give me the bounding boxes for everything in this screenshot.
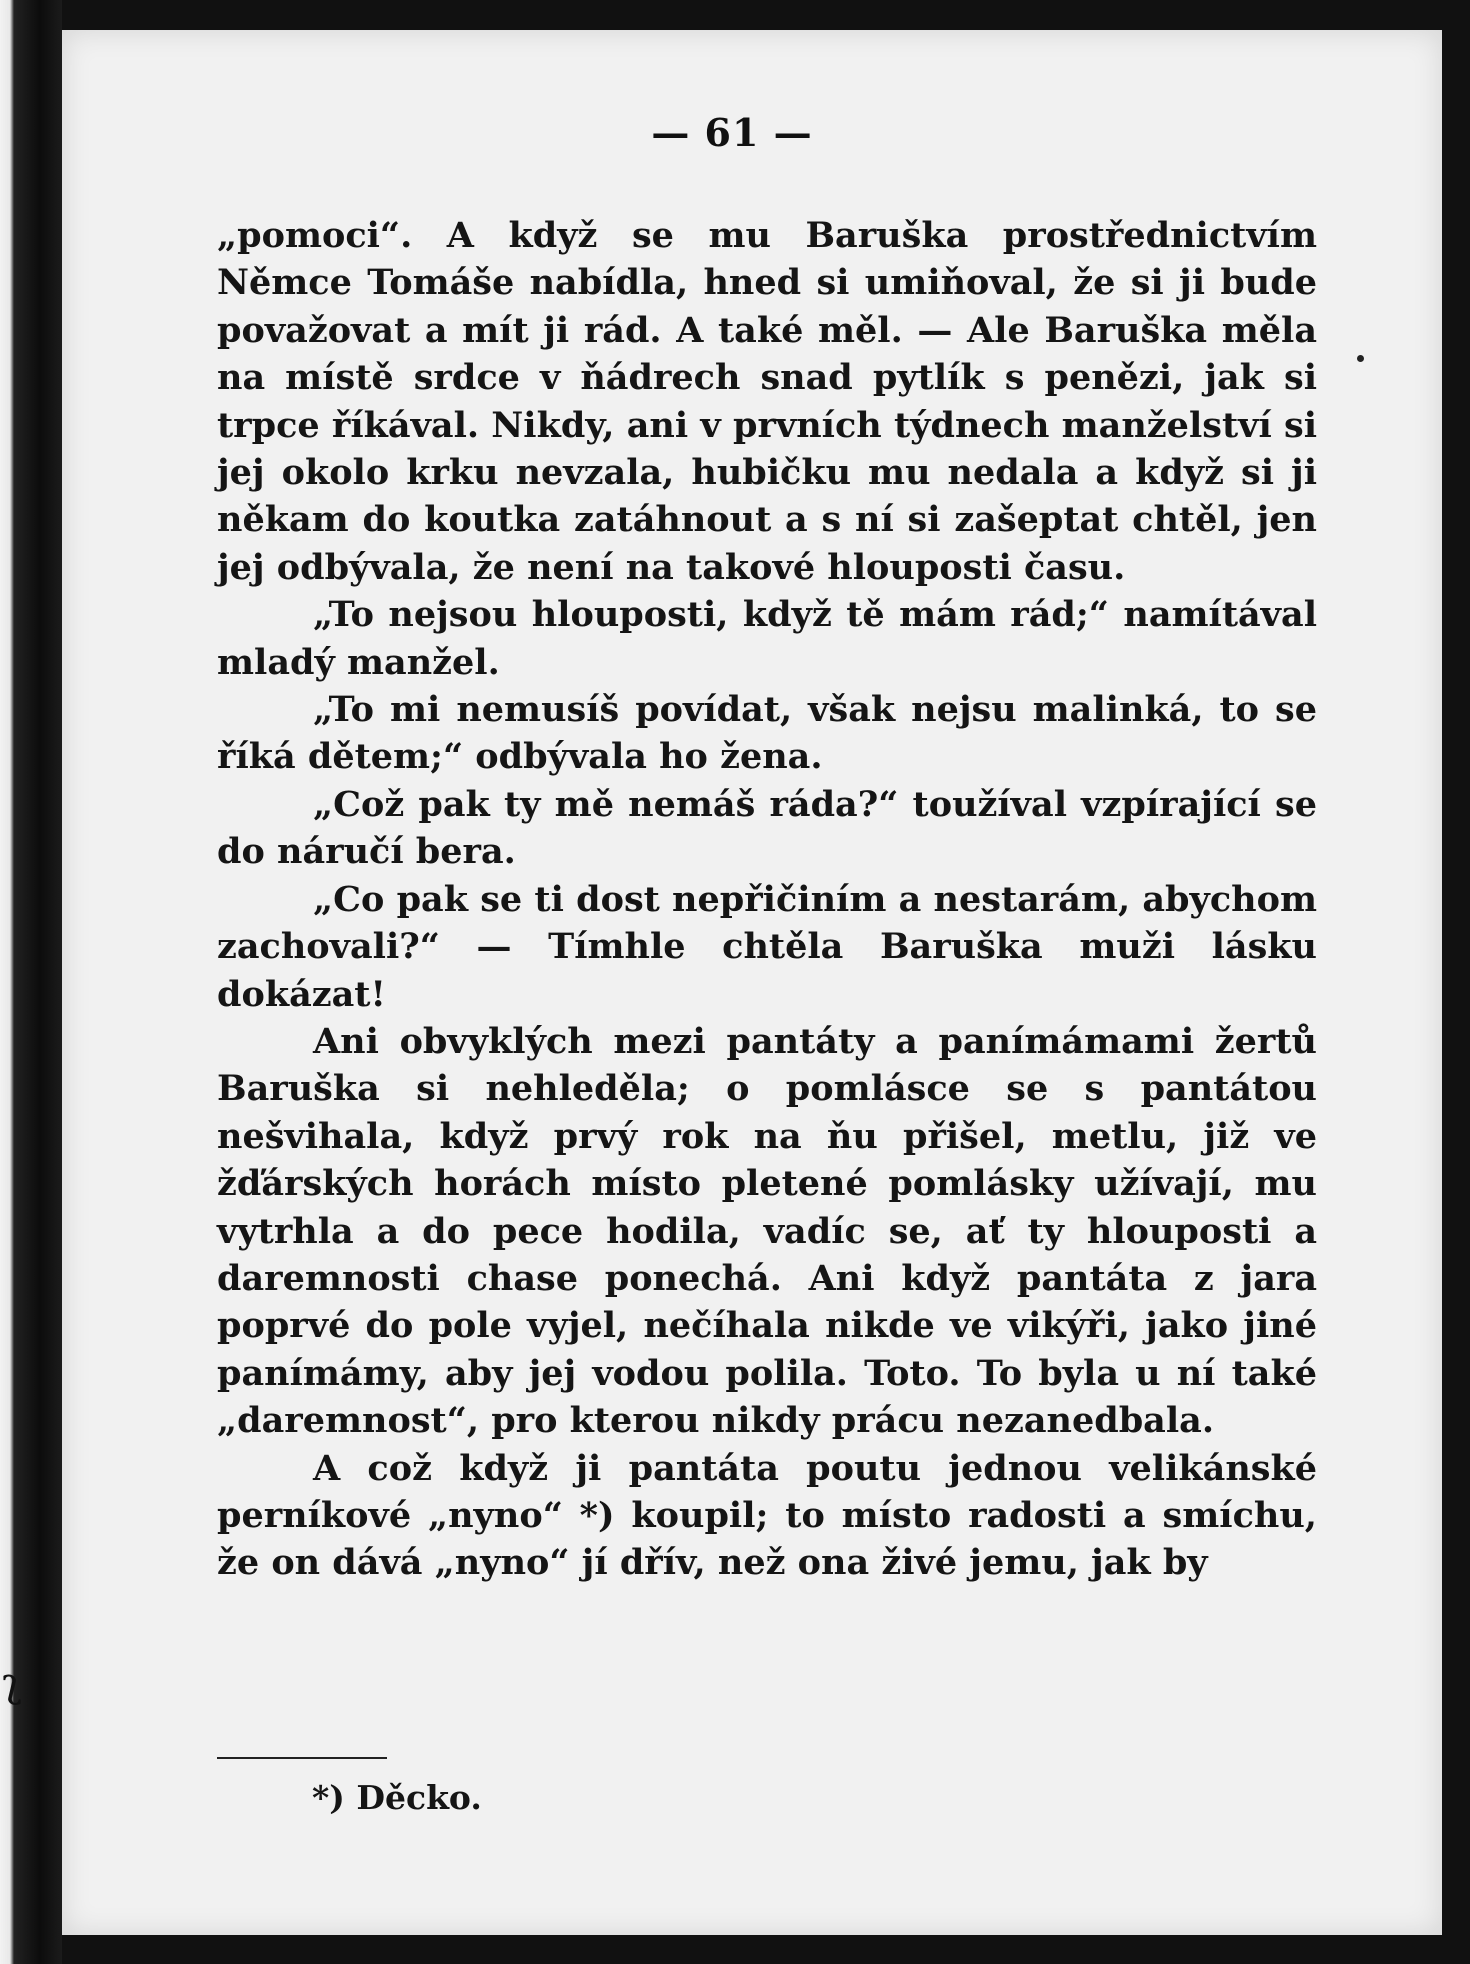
book-page <box>62 30 1442 1935</box>
paragraph-3: „To mi nemusíš povídat, však nejsu malinká, to se říká dětem;“ odbývala ho žena. <box>217 689 1317 778</box>
footnote-rule <box>217 1757 387 1759</box>
page-number: — 61 — <box>651 110 813 155</box>
footnote: *) Děcko. <box>312 1778 482 1817</box>
margin-mark: ʅ <box>2 1660 22 1706</box>
paragraph-4: „Což pak ty mě nemáš ráda?“ toužíval vzpírající se do náručí bera. <box>217 783 1317 873</box>
paragraph-5: „Co pak se ti dost nepřičiním a nestarám, abychom zachovali?“ — Tímhle chtěla Baruška muži lásku dokázat! <box>217 878 1317 1015</box>
paragraph-6: Ani obvyklých mezi pantáty a panímámami žertů Baruška si nehleděla; o pomlásce se s pantátou nešvihala, když prvý rok na ňu přišel, metlu, již ve žďárských horách místo pletené pomlásky užívají, mu vytrhla a do pece hodila, vadíc se, ať ty hlouposti a daremnosti chase ponechá. Ani když pantáta z jara poprvé do pole vyjel, nečíhala nikde ve vikýři, jako jiné panímámy, aby jej vodou polila. Toto. To byla u ní také „daremnost“, pro kterou nikdy prácu nezanedbala. <box>217 1020 1317 1442</box>
paragraph-1: „pomoci“. A když se mu Baruška prostřednictvím Němce Tomáše nabídla, hned si umiňoval, že si ji bude považovat a mít ji rád. A také měl. — Ale Baruška měla na místě srdce v ňádrech snad pytlík s penězi, jak si trpce říkával. Nikdy, ani v prvních týdnech manželství si jej okolo krku nevzala, hubičku mu nedala a když si ji někam do koutka zatáhnout a s ní si zašeptat chtěl, jen jej odbývala, že není na takové hlouposti času. <box>217 215 1317 588</box>
ink-speck <box>1357 355 1364 362</box>
body-text <box>217 212 1317 1587</box>
paragraph-2: „To nejsou hlouposti, když tě mám rád;“ namítával mladý manžel. <box>217 594 1317 683</box>
paragraph-7: A což když ji pantáta poutu jednou velikánské perníkové „nyno“ *) koupil; to místo radosti a smíchu, že on dává „nyno“ jí dřív, než ona živé jemu, jak by <box>217 1447 1317 1584</box>
